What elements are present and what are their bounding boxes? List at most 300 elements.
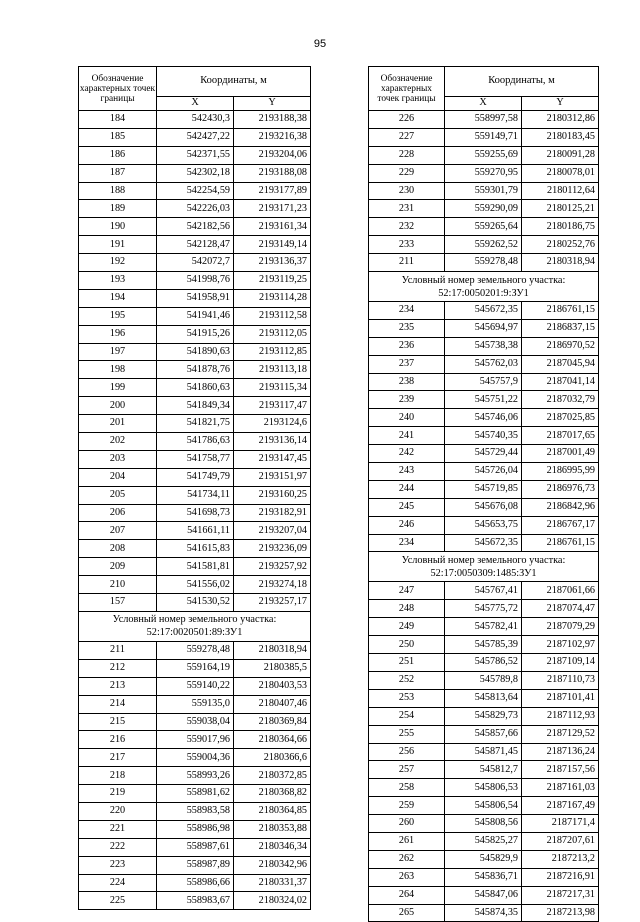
x-value: 559004,36 bbox=[157, 749, 234, 767]
point-number: 234 bbox=[369, 302, 445, 320]
point-number: 188 bbox=[79, 182, 157, 200]
table-row bbox=[369, 904, 599, 922]
table-row bbox=[79, 397, 311, 415]
point-number: 217 bbox=[79, 749, 157, 767]
point-number: 190 bbox=[79, 218, 157, 236]
point-number: 202 bbox=[79, 433, 157, 451]
x-value: 542254,59 bbox=[157, 182, 234, 200]
x-value: 545719,85 bbox=[445, 480, 522, 498]
x-value: 541556,02 bbox=[157, 576, 234, 594]
point-number: 222 bbox=[79, 838, 157, 856]
y-value: 2187213,2 bbox=[522, 850, 599, 868]
y-value: 2187032,79 bbox=[522, 391, 599, 409]
table-row bbox=[79, 856, 311, 874]
x-value: 545767,41 bbox=[445, 582, 522, 600]
point-number: 259 bbox=[369, 797, 445, 815]
y-value: 2193149,14 bbox=[234, 236, 311, 254]
point-number: 227 bbox=[369, 128, 445, 146]
x-value: 558986,98 bbox=[157, 820, 234, 838]
point-number: 244 bbox=[369, 480, 445, 498]
x-value: 545672,35 bbox=[445, 534, 522, 552]
table-row bbox=[369, 850, 599, 868]
point-number: 224 bbox=[79, 874, 157, 892]
y-value: 2180342,96 bbox=[234, 856, 311, 874]
x-value: 558983,67 bbox=[157, 892, 234, 910]
designation-header: Обозначение характерных точек границы bbox=[79, 67, 157, 111]
point-number: 260 bbox=[369, 815, 445, 833]
x-value: 541915,26 bbox=[157, 325, 234, 343]
y-value: 2186837,15 bbox=[522, 319, 599, 337]
y-value: 2180324,02 bbox=[234, 892, 311, 910]
x-value: 541758,77 bbox=[157, 450, 234, 468]
table-row bbox=[369, 200, 599, 218]
y-value: 2193151,97 bbox=[234, 468, 311, 486]
table-row bbox=[79, 236, 311, 254]
y-value: 2180366,6 bbox=[234, 749, 311, 767]
point-number: 201 bbox=[79, 415, 157, 433]
table-row bbox=[369, 797, 599, 815]
x-value: 559278,48 bbox=[445, 254, 522, 272]
table-row bbox=[369, 689, 599, 707]
x-value: 545806,54 bbox=[445, 797, 522, 815]
table-row bbox=[79, 146, 311, 164]
point-number: 238 bbox=[369, 373, 445, 391]
point-number: 205 bbox=[79, 486, 157, 504]
table-row bbox=[79, 522, 311, 540]
y-value: 2187045,94 bbox=[522, 355, 599, 373]
table-row bbox=[79, 695, 311, 713]
table-row bbox=[369, 886, 599, 904]
x-value: 558981,62 bbox=[157, 785, 234, 803]
y-value: 2187129,52 bbox=[522, 725, 599, 743]
x-value: 541581,81 bbox=[157, 558, 234, 576]
coordinates-table-left bbox=[78, 66, 311, 910]
point-number: 245 bbox=[369, 498, 445, 516]
table-row bbox=[79, 785, 311, 803]
point-number: 185 bbox=[79, 128, 157, 146]
point-number: 231 bbox=[369, 200, 445, 218]
point-number: 261 bbox=[369, 832, 445, 850]
x-value: 545847,06 bbox=[445, 886, 522, 904]
y-value: 2180364,66 bbox=[234, 731, 311, 749]
point-number: 209 bbox=[79, 558, 157, 576]
table-row bbox=[79, 111, 311, 129]
table-row bbox=[369, 427, 599, 445]
x-value: 541698,73 bbox=[157, 504, 234, 522]
point-number: 253 bbox=[369, 689, 445, 707]
table-row bbox=[369, 636, 599, 654]
x-value: 542072,7 bbox=[157, 254, 234, 272]
table-row bbox=[79, 504, 311, 522]
x-value: 541890,63 bbox=[157, 343, 234, 361]
table-row bbox=[369, 302, 599, 320]
x-value: 545785,39 bbox=[445, 636, 522, 654]
y-value: 2193115,34 bbox=[234, 379, 311, 397]
x-value: 545740,35 bbox=[445, 427, 522, 445]
point-number: 219 bbox=[79, 785, 157, 803]
y-value: 2180368,82 bbox=[234, 785, 311, 803]
point-number: 246 bbox=[369, 516, 445, 534]
x-value: 545762,03 bbox=[445, 355, 522, 373]
x-value: 541941,46 bbox=[157, 307, 234, 325]
y-value: 2187110,73 bbox=[522, 671, 599, 689]
table-row bbox=[79, 289, 311, 307]
table-row bbox=[369, 128, 599, 146]
y-value: 2187167,49 bbox=[522, 797, 599, 815]
x-value: 541661,11 bbox=[157, 522, 234, 540]
x-value: 542128,47 bbox=[157, 236, 234, 254]
y-value: 2193147,45 bbox=[234, 450, 311, 468]
y-value: 2193114,28 bbox=[234, 289, 311, 307]
y-value: 2187001,49 bbox=[522, 445, 599, 463]
x-value: 541530,52 bbox=[157, 594, 234, 612]
x-header: X bbox=[445, 97, 522, 111]
x-value: 545813,64 bbox=[445, 689, 522, 707]
x-value: 545825,27 bbox=[445, 832, 522, 850]
parcel-number: Условный номер земельного участка: 52:17:0050309:1485:ЗУ1 bbox=[369, 552, 599, 582]
point-number: 220 bbox=[79, 802, 157, 820]
x-value: 559301,79 bbox=[445, 182, 522, 200]
x-value: 559255,69 bbox=[445, 146, 522, 164]
parcel-number: Условный номер земельного участка: 52:17:0050201:9:ЗУ1 bbox=[369, 272, 599, 302]
y-value: 2193124,6 bbox=[234, 415, 311, 433]
x-value: 545694,97 bbox=[445, 319, 522, 337]
x-value: 559270,95 bbox=[445, 164, 522, 182]
y-value: 2193112,58 bbox=[234, 307, 311, 325]
x-value: 559140,22 bbox=[157, 677, 234, 695]
parcel-number: Условный номер земельного участка: 52:17:0020501:89:ЗУ1 bbox=[79, 611, 311, 641]
table-row bbox=[369, 815, 599, 833]
y-value: 2180346,34 bbox=[234, 838, 311, 856]
table-row bbox=[369, 671, 599, 689]
y-value: 2180385,5 bbox=[234, 659, 311, 677]
y-value: 2180369,84 bbox=[234, 713, 311, 731]
point-number: 252 bbox=[369, 671, 445, 689]
table-row bbox=[79, 343, 311, 361]
table-row bbox=[79, 677, 311, 695]
x-value: 545829,9 bbox=[445, 850, 522, 868]
y-value: 2193182,91 bbox=[234, 504, 311, 522]
table-row bbox=[79, 749, 311, 767]
y-value: 2193257,17 bbox=[234, 594, 311, 612]
point-number: 228 bbox=[369, 146, 445, 164]
coordinates-header: Координаты, м bbox=[445, 67, 599, 97]
y-value: 2193207,04 bbox=[234, 522, 311, 540]
x-value: 559149,71 bbox=[445, 128, 522, 146]
x-value: 545808,56 bbox=[445, 815, 522, 833]
y-value: 2187157,56 bbox=[522, 761, 599, 779]
x-value: 558997,58 bbox=[445, 111, 522, 129]
x-value: 541786,63 bbox=[157, 433, 234, 451]
point-number: 256 bbox=[369, 743, 445, 761]
table-row bbox=[369, 391, 599, 409]
y-value: 2186970,52 bbox=[522, 337, 599, 355]
designation-header: Обозначение характерных точек границы bbox=[369, 67, 445, 111]
x-value: 545775,72 bbox=[445, 600, 522, 618]
table-row bbox=[369, 480, 599, 498]
y-value: 2180331,37 bbox=[234, 874, 311, 892]
y-value: 2193171,23 bbox=[234, 200, 311, 218]
y-value: 2180312,86 bbox=[522, 111, 599, 129]
y-value: 2180318,94 bbox=[522, 254, 599, 272]
y-value: 2193136,37 bbox=[234, 254, 311, 272]
parcel-row bbox=[369, 552, 599, 582]
table-row bbox=[79, 576, 311, 594]
y-header: Y bbox=[522, 97, 599, 111]
x-value: 559265,64 bbox=[445, 218, 522, 236]
point-number: 241 bbox=[369, 427, 445, 445]
table-row bbox=[79, 594, 311, 612]
table-row bbox=[369, 832, 599, 850]
y-value: 2193177,89 bbox=[234, 182, 311, 200]
y-value: 2180186,75 bbox=[522, 218, 599, 236]
x-value: 559278,48 bbox=[157, 641, 234, 659]
table-row bbox=[369, 779, 599, 797]
x-value: 542371,55 bbox=[157, 146, 234, 164]
table-row bbox=[79, 361, 311, 379]
y-value: 2187109,14 bbox=[522, 654, 599, 672]
x-value: 541734,11 bbox=[157, 486, 234, 504]
y-value: 2193160,25 bbox=[234, 486, 311, 504]
table-row bbox=[79, 200, 311, 218]
x-value: 545829,73 bbox=[445, 707, 522, 725]
x-value: 541958,91 bbox=[157, 289, 234, 307]
y-value: 2187136,24 bbox=[522, 743, 599, 761]
table-row bbox=[79, 379, 311, 397]
table-row bbox=[369, 337, 599, 355]
x-value: 558987,89 bbox=[157, 856, 234, 874]
x-value: 559290,09 bbox=[445, 200, 522, 218]
y-value: 2193257,92 bbox=[234, 558, 311, 576]
point-number: 211 bbox=[369, 254, 445, 272]
point-number: 218 bbox=[79, 767, 157, 785]
table-row bbox=[369, 164, 599, 182]
y-value: 2193119,25 bbox=[234, 272, 311, 290]
point-number: 195 bbox=[79, 307, 157, 325]
y-value: 2193216,38 bbox=[234, 128, 311, 146]
y-value: 2193188,08 bbox=[234, 164, 311, 182]
y-value: 2193112,85 bbox=[234, 343, 311, 361]
table-row bbox=[79, 415, 311, 433]
x-value: 545806,53 bbox=[445, 779, 522, 797]
point-number: 215 bbox=[79, 713, 157, 731]
table-row bbox=[79, 659, 311, 677]
point-number: 193 bbox=[79, 272, 157, 290]
table-row bbox=[369, 600, 599, 618]
point-number: 257 bbox=[369, 761, 445, 779]
table-row bbox=[369, 707, 599, 725]
table-row bbox=[369, 319, 599, 337]
table-row bbox=[79, 433, 311, 451]
point-number: 191 bbox=[79, 236, 157, 254]
table-row bbox=[79, 892, 311, 910]
y-value: 2187017,65 bbox=[522, 427, 599, 445]
point-number: 198 bbox=[79, 361, 157, 379]
point-number: 230 bbox=[369, 182, 445, 200]
x-value: 545676,08 bbox=[445, 498, 522, 516]
table-row bbox=[369, 146, 599, 164]
point-number: 189 bbox=[79, 200, 157, 218]
y-value: 2180403,53 bbox=[234, 677, 311, 695]
table-row bbox=[369, 236, 599, 254]
x-value: 559164,19 bbox=[157, 659, 234, 677]
point-number: 200 bbox=[79, 397, 157, 415]
y-value: 2180091,28 bbox=[522, 146, 599, 164]
x-value: 545871,45 bbox=[445, 743, 522, 761]
x-value: 558983,58 bbox=[157, 802, 234, 820]
point-number: 194 bbox=[79, 289, 157, 307]
y-value: 2187171,4 bbox=[522, 815, 599, 833]
y-header: Y bbox=[234, 97, 311, 111]
table-row bbox=[79, 731, 311, 749]
y-value: 2187074,47 bbox=[522, 600, 599, 618]
x-value: 545746,06 bbox=[445, 409, 522, 427]
point-number: 242 bbox=[369, 445, 445, 463]
point-number: 249 bbox=[369, 618, 445, 636]
y-value: 2186976,73 bbox=[522, 480, 599, 498]
point-number: 206 bbox=[79, 504, 157, 522]
table-row bbox=[79, 540, 311, 558]
point-number: 235 bbox=[369, 319, 445, 337]
table-row bbox=[369, 373, 599, 391]
point-number: 232 bbox=[369, 218, 445, 236]
point-number: 211 bbox=[79, 641, 157, 659]
point-number: 251 bbox=[369, 654, 445, 672]
table-row bbox=[369, 445, 599, 463]
x-value: 558993,26 bbox=[157, 767, 234, 785]
x-value: 541878,76 bbox=[157, 361, 234, 379]
x-value: 542182,56 bbox=[157, 218, 234, 236]
x-value: 542430,3 bbox=[157, 111, 234, 129]
y-value: 2186842,96 bbox=[522, 498, 599, 516]
y-value: 2180318,94 bbox=[234, 641, 311, 659]
y-value: 2187216,91 bbox=[522, 868, 599, 886]
y-value: 2186761,15 bbox=[522, 534, 599, 552]
x-value: 542302,18 bbox=[157, 164, 234, 182]
point-number: 264 bbox=[369, 886, 445, 904]
coordinates-table-right bbox=[368, 66, 599, 922]
x-value: 545874,35 bbox=[445, 904, 522, 922]
x-value: 545782,41 bbox=[445, 618, 522, 636]
point-number: 186 bbox=[79, 146, 157, 164]
point-number: 210 bbox=[79, 576, 157, 594]
table-row bbox=[79, 164, 311, 182]
table-row bbox=[79, 838, 311, 856]
y-value: 2187079,29 bbox=[522, 618, 599, 636]
point-number: 240 bbox=[369, 409, 445, 427]
table-row bbox=[369, 355, 599, 373]
y-value: 2180183,45 bbox=[522, 128, 599, 146]
x-value: 545672,35 bbox=[445, 302, 522, 320]
table-row bbox=[369, 725, 599, 743]
x-header: X bbox=[157, 97, 234, 111]
y-value: 2187101,41 bbox=[522, 689, 599, 707]
table-row bbox=[79, 802, 311, 820]
x-value: 558986,66 bbox=[157, 874, 234, 892]
table-row bbox=[79, 874, 311, 892]
y-value: 2187217,31 bbox=[522, 886, 599, 904]
point-number: 207 bbox=[79, 522, 157, 540]
point-number: 255 bbox=[369, 725, 445, 743]
point-number: 254 bbox=[369, 707, 445, 725]
y-value: 2180112,64 bbox=[522, 182, 599, 200]
x-value: 545786,52 bbox=[445, 654, 522, 672]
point-number: 234 bbox=[369, 534, 445, 552]
y-value: 2193161,34 bbox=[234, 218, 311, 236]
table-row bbox=[369, 111, 599, 129]
x-value: 559262,52 bbox=[445, 236, 522, 254]
point-number: 225 bbox=[79, 892, 157, 910]
point-number: 265 bbox=[369, 904, 445, 922]
table-row bbox=[369, 218, 599, 236]
y-value: 2180353,88 bbox=[234, 820, 311, 838]
table-row bbox=[369, 654, 599, 672]
table-row bbox=[79, 450, 311, 468]
coordinates-header: Координаты, м bbox=[157, 67, 311, 97]
y-value: 2180407,46 bbox=[234, 695, 311, 713]
x-value: 542427,22 bbox=[157, 128, 234, 146]
point-number: 192 bbox=[79, 254, 157, 272]
y-value: 2180252,76 bbox=[522, 236, 599, 254]
point-number: 196 bbox=[79, 325, 157, 343]
point-number: 233 bbox=[369, 236, 445, 254]
y-value: 2186761,15 bbox=[522, 302, 599, 320]
table-row bbox=[369, 498, 599, 516]
y-value: 2180078,01 bbox=[522, 164, 599, 182]
table-row bbox=[79, 128, 311, 146]
table-row bbox=[79, 820, 311, 838]
point-number: 236 bbox=[369, 337, 445, 355]
y-value: 2193236,09 bbox=[234, 540, 311, 558]
table-row bbox=[369, 409, 599, 427]
page-number: 95 bbox=[313, 38, 327, 50]
point-number: 248 bbox=[369, 600, 445, 618]
x-value: 545812,7 bbox=[445, 761, 522, 779]
x-value: 541860,63 bbox=[157, 379, 234, 397]
table-row bbox=[79, 307, 311, 325]
table-row bbox=[79, 713, 311, 731]
point-number: 203 bbox=[79, 450, 157, 468]
table-row bbox=[369, 618, 599, 636]
x-value: 559135,0 bbox=[157, 695, 234, 713]
table-row bbox=[369, 254, 599, 272]
point-number: 262 bbox=[369, 850, 445, 868]
x-value: 559017,96 bbox=[157, 731, 234, 749]
x-value: 541821,75 bbox=[157, 415, 234, 433]
y-value: 2187061,66 bbox=[522, 582, 599, 600]
point-number: 216 bbox=[79, 731, 157, 749]
y-value: 2187041,14 bbox=[522, 373, 599, 391]
x-value: 558987,61 bbox=[157, 838, 234, 856]
table-row bbox=[369, 182, 599, 200]
x-value: 545738,38 bbox=[445, 337, 522, 355]
point-number: 187 bbox=[79, 164, 157, 182]
point-number: 239 bbox=[369, 391, 445, 409]
x-value: 545729,44 bbox=[445, 445, 522, 463]
point-number: 258 bbox=[369, 779, 445, 797]
table-row bbox=[369, 463, 599, 481]
y-value: 2193204,06 bbox=[234, 146, 311, 164]
x-value: 545653,75 bbox=[445, 516, 522, 534]
x-value: 559038,04 bbox=[157, 713, 234, 731]
y-value: 2180364,85 bbox=[234, 802, 311, 820]
point-number: 263 bbox=[369, 868, 445, 886]
point-number: 214 bbox=[79, 695, 157, 713]
point-number: 221 bbox=[79, 820, 157, 838]
x-value: 545757,9 bbox=[445, 373, 522, 391]
y-value: 2187112,93 bbox=[522, 707, 599, 725]
point-number: 184 bbox=[79, 111, 157, 129]
